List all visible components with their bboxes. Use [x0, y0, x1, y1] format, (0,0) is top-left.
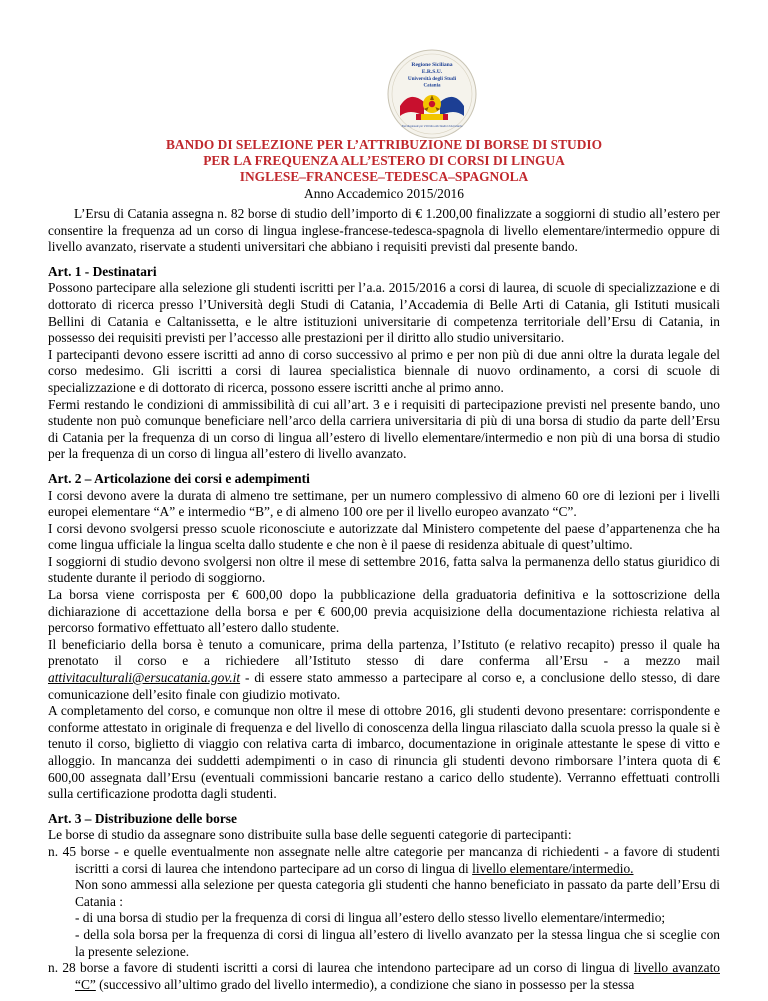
logo-line3: Università degli Studi: [407, 76, 457, 82]
item-2-text: n. 28 borse a favore di studenti iscritti a corsi di laurea che intendono partecipare ad un corso di lingua di: [48, 960, 634, 976]
article-3-heading: Art. 3 – Distribuzione delle borse: [48, 810, 237, 826]
logo-line4: Catania: [423, 83, 441, 89]
document-body: [48, 206, 720, 1001]
logo-motto: Ente Regionale per il Diritto allo Studio Universitario: [401, 125, 463, 128]
ersu-logo: [386, 48, 478, 140]
item-2-underlined: livello avanzato “C”: [75, 960, 720, 992]
list-item: [48, 960, 720, 993]
article-2-heading: Art. 2 – Articolazione dei corsi e adempimenti: [48, 470, 310, 486]
item-1-exclusion: Non sono ammessi alla selezione per questa categoria gli studenti che hanno beneficiato in passato da parte dell’Ersu di Catania :: [75, 877, 720, 909]
article-2-paragraph-3: I soggiorni di studio devono svolgersi non oltre il mese di settembre 2016, fatta salva la permanenza dello status giuridico di studente durante il periodo di soggiorno.: [48, 553, 720, 586]
item-1-exclusion-a: - di una borsa di studio per la frequenza di corsi di lingua all’estero dello stesso livello elementare/intermedio;: [75, 910, 666, 926]
title-line-3: INGLESE–FRANCESE–TEDESCA–SPAGNOLA: [239, 169, 529, 185]
article-1-paragraph-2: I partecipanti devono essere iscritti ad anno di corso successivo al primo e per non più di due anni oltre la durata legale del corso medesimo. Gli iscritti a corsi di laurea specialistica biennale di nuovo ordinamento, a corsi di scuole di specializzazione e di dottorato di ricerca, possono essere iscritti anche al primo anno.: [48, 346, 720, 395]
article-1-heading: Art. 1 - Destinatari: [48, 263, 157, 279]
article-2-paragraph-5: [48, 637, 720, 703]
article-2-paragraph-4: La borsa viene corrisposta per € 600,00 dopo la pubblicazione della graduatoria definitiva e la sottoscrizione della dichiarazione di accettazione della borsa e per € 600,00 previa acquisizione della documentazione richiesta relativa al percorso formativo effettuato all’estero dallo studente.: [48, 587, 720, 636]
article-2-paragraph-6: A completamento del corso, e comunque non oltre il mese di ottobre 2016, gli studenti devono presentare: corrispondente e conforme attestato in originale di frequenza e del livello di conoscenza della lingua rilasciato dalla scuola presso la quale si è tenuto il corso, biglietto di viaggio con relativa carta di imbarco, documentazione in originale attestante le spese di vitto e alloggio. In mancanza dei suddetti adempimenti o in caso di rinuncia gli studenti devono rimborsare l’intera quota di € 600,00 assegnata dall’Ersu (eventuali commissioni bancarie restano a carico dello studente). Verranno effettuati controlli sulla certificazione prodotta dagli studenti.: [48, 703, 720, 802]
email-link[interactable]: attivitaculturali@ersucatania.gov.it: [48, 670, 241, 686]
item-1-exclusion-b: - della sola borsa per la frequenza di corsi di lingua all’estero di livello avanzato per la stessa lingua che si sceglie con la presente selezione.: [75, 926, 720, 959]
article-2-paragraph-1: I corsi devono avere la durata di almeno tre settimane, per un numero complessivo di almeno 60 ore di lezioni per i livelli europei elementare “A” e intermedio “B”, e di almeno 100 ore per il livello europeo avanzato “C”.: [48, 487, 720, 520]
article-3: [48, 811, 720, 994]
article-2: [48, 471, 720, 803]
ersu-logo-graphic: [386, 48, 478, 140]
academic-year: Anno Accademico 2015/2016: [304, 185, 464, 201]
item-1-text: n. 45 borse - e quelle eventualmente non assegnate nelle altre categorie per mancanza di richiedenti - a favore di studenti iscritti a corsi di laurea che intendono partecipare ad un corso di lingua di: [48, 843, 720, 876]
article-2-paragraph-5-start: Il beneficiario della borsa è tenuto a comunicare, prima della partenza, l’Istituto (e relativo recapito) presso il quale ha prenotato il corso e a richiedere all’Istituto stesso di dare conferma all’Ersu - a mezzo mail: [48, 636, 720, 669]
document-header: [48, 137, 720, 202]
title-line-1: BANDO DI SELEZIONE PER L’ATTRIBUZIONE DI BORSE DI STUDIO: [165, 137, 603, 152]
title-line-2: PER LA FREQUENZA ALL’ESTERO DI CORSI DI LINGUA: [203, 153, 565, 169]
list-item: [48, 844, 720, 877]
item-1-underlined: livello elementare/intermedio.: [472, 860, 634, 876]
article-3-paragraph-1: Le borse di studio da assegnare sono distribuite sulla base delle seguenti categorie di partecipanti:: [48, 827, 572, 843]
article-1-paragraph-1: Possono partecipare alla selezione gli studenti iscritti per l’a.a. 2015/2016 a corsi di laurea, di scuole di specializzazione e di dottorato di ricerca presso l’Università degli Studi di Catania, l’Accademia di Belle Arti di Catania, gli Istituti musicali Bellini di Catania e Caltanissetta, e le altre istituzioni universitarie di competenza territoriale dell’Ersu di Catania, in possesso dei requisiti previsti per l’accesso alle prestazioni per il diritto allo studio universitario.: [48, 280, 720, 346]
article-1: [48, 264, 720, 463]
logo-line2: E.R.S.U.: [421, 69, 443, 75]
item-2-text-end: (successivo all’ultimo grado del livello intermedio), a condizione che siano in possesso per la stessa: [95, 976, 635, 992]
article-2-paragraph-5-end: - di essere stato ammesso a partecipare al corso e, a conclusione dello stesso, di dare comunicazione dell’esito finale con giudizio motivato.: [48, 670, 720, 702]
intro-paragraph: L’Ersu di Catania assegna n. 82 borse di studio dell’importo di € 1.200,00 finalizzate a soggiorni di studio all’estero per consentire la frequenza ad un corso di lingua inglese-francese-tedesca-spagnola di livello elementare/intermedio oppure di livello avanzato, riservate a studenti universitari che abbiano i requisiti previsti dal presente bando.: [48, 206, 720, 255]
article-1-paragraph-3: Fermi restando le condizioni di ammissibilità di cui all’art. 3 e i requisiti di partecipazione previsti nel presente bando, uno studente non può comunque beneficiare nell’arco della carriera universitaria di più di una borsa di studio da parte dell’Ersu di Catania per la frequenza di un corso di lingua all’estero di livello elementare/intermedio e non più di una borsa di studio per la frequenza di un corso di lingua all’estero di livello avanzato.: [48, 396, 720, 462]
article-2-paragraph-2: I corsi devono svolgersi presso scuole riconosciute e autorizzate dal Ministero competente del paese d’appartenenza che ha come lingua ufficiale la lingua scelta dallo studente e che non è il paese di residenza abituale di quest’ultimo.: [48, 520, 720, 553]
logo-line1: Regione Siciliana: [411, 62, 453, 68]
